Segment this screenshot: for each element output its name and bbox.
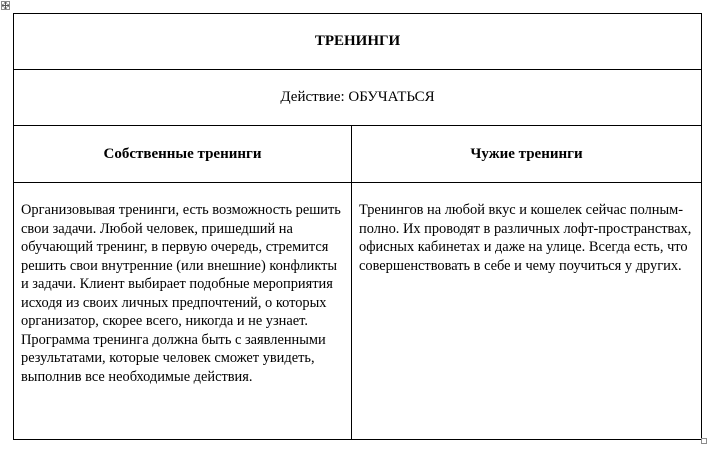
header-cell-own[interactable] (14, 126, 352, 183)
others-trainings-header: Чужие тренинги (470, 145, 583, 162)
table-resize-handle-icon[interactable] (701, 438, 707, 444)
header-cell-others[interactable] (352, 126, 702, 183)
action-text: Действие: ОБУЧАТЬСЯ (280, 89, 435, 106)
trainings-table (13, 13, 702, 440)
body-row (14, 183, 702, 440)
table-title-row (14, 14, 702, 70)
others-trainings-text: Тренингов на любой вкус и кошелек сейчас полным-полно. Их проводят в различных лофт-пространствах, офисных кабинетах и даже на улице. Всегда есть, что совершенствовать в себе и чему поучиться у других. (359, 202, 692, 274)
table-title-cell[interactable] (14, 14, 702, 70)
own-trainings-header: Собственные тренинги (103, 145, 262, 162)
table-title: ТРЕНИНГИ (314, 33, 401, 50)
table-action-cell[interactable] (14, 70, 702, 126)
table-action-row (14, 70, 702, 126)
column-header-row (14, 126, 702, 183)
own-trainings-text: Организовывая тренинги, есть возможность решить свои задачи. Любой человек, пришедший на обучающий тренинг, в первую очередь, стремится решить свои внутренние (или внешние) конфликты и задачи. Клиент выбирает подобные мероприятия исходя из своих личных предпочтений, о которых организатор, скорее всего, никогда и не узнает. Программа тренинга должна быть с заявленными результатами, которые человек сможет увидеть, выполнив все необходимые действия. (21, 202, 341, 385)
table-move-handle-icon[interactable] (1, 1, 10, 10)
move-arrows-icon (2, 2, 9, 9)
body-cell-own[interactable] (14, 183, 352, 440)
body-cell-others[interactable] (352, 183, 702, 440)
